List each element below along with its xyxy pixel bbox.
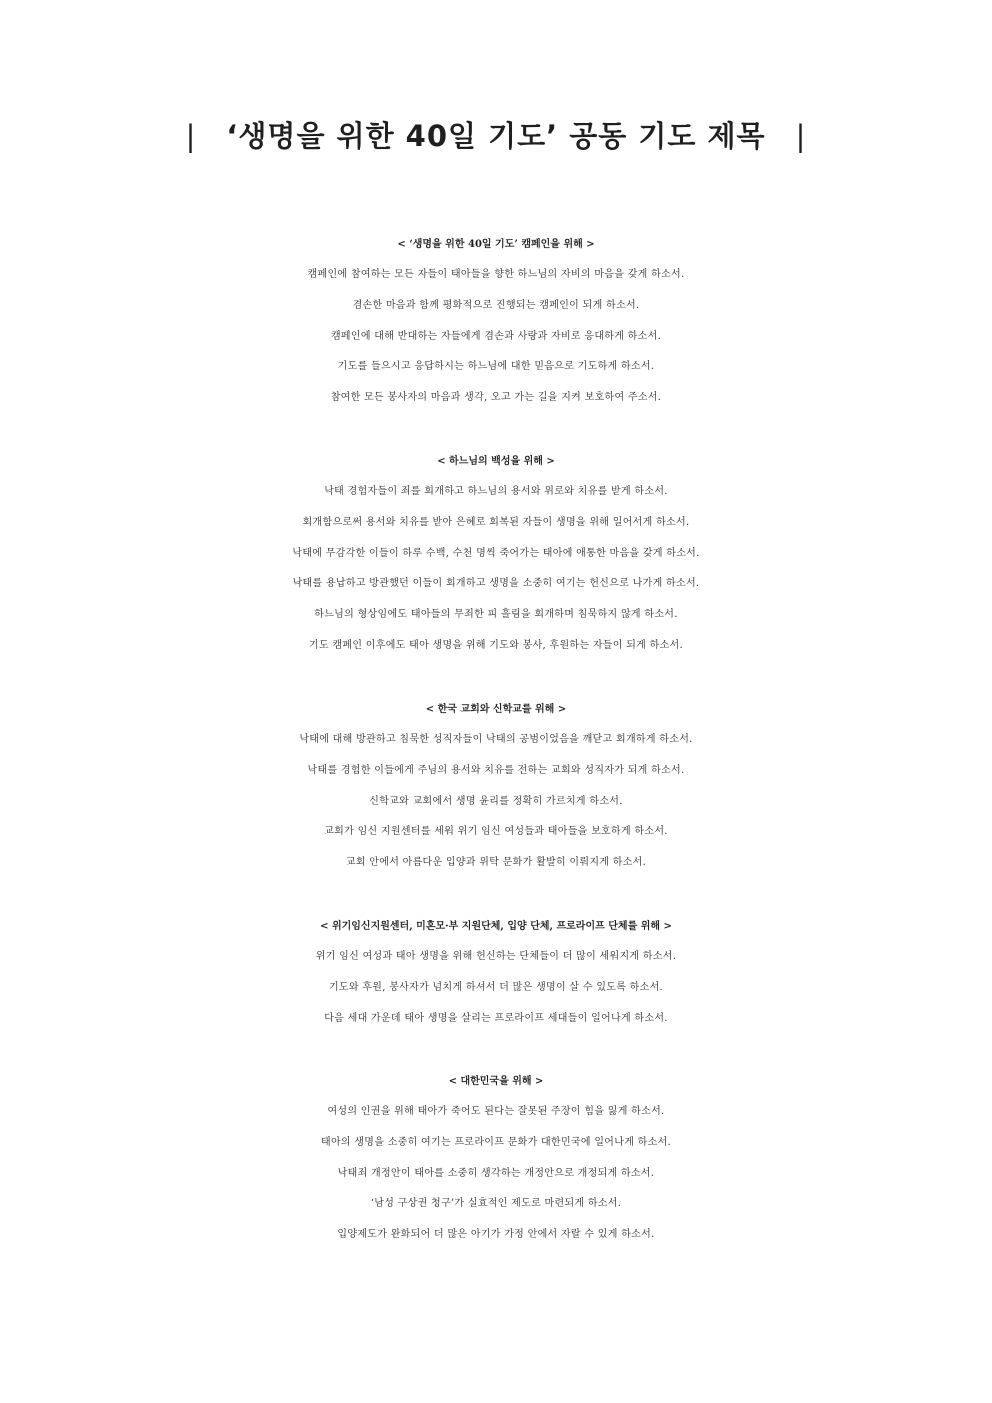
prayer-line: ‘남성 구상권 청구’가 실효적인 제도로 마련되게 하소서. [370,1198,622,1210]
prayer-section-people [0,446,992,662]
prayer-section-church [0,694,992,879]
prayer-line: 신학교와 교회에서 생명 윤리를 정확히 가르치게 하소서. [369,795,623,807]
section-heading: < 대한민국을 위해 > [448,1076,544,1087]
prayer-line: 회개함으로써 용서와 치유를 받아 은혜로 회복된 자들이 생명을 위해 일어서게 하소서. [302,516,690,528]
prayer-line: 낙태죄 개정안이 태아를 소중히 생각하는 개정안으로 개정되게 하소서. [337,1167,655,1179]
section-heading: < 한국 교회와 신학교를 위해 > [425,704,567,715]
title-left-bar: | [185,119,197,153]
prayer-line: 다음 세대 가운데 태아 생명을 살리는 프로라이프 세대들이 일어나게 하소서. [324,1012,668,1024]
prayer-line: 낙태에 대해 방관하고 침묵한 성직자들이 낙태의 공범이었음을 깨닫고 회개하게 하소서. [299,734,693,745]
prayer-line: 교회가 임신 지원센터를 세워 위기 임신 여성들과 태아들을 보호하게 하소서. [324,826,668,838]
prayer-line: 겸손한 마음과 함께 평화적으로 진행되는 캠페인이 되게 하소서. [352,299,640,311]
prayer-line: 기도 캠페인 이후에도 태아 생명을 위해 기도와 봉사, 후원하는 자들이 되게 하소서. [309,639,683,651]
prayer-line: 위기 임신 여성과 태아 생명을 위해 헌신하는 단체들이 더 많이 세워지게 하소서. [315,951,677,962]
title-right-bar: | [795,119,807,153]
prayer-section-korea [0,1066,992,1251]
prayer-line: 낙태 경험자들이 죄를 회개하고 하느님의 용서와 위로와 치유를 받게 하소서. [324,486,668,497]
prayer-section-organizations [0,911,992,1034]
prayer-line: 낙태를 경험한 이들에게 주님의 용서와 치유를 전하는 교회와 성직자가 되게 하소서. [307,764,685,776]
prayer-line: 낙태를 용납하고 방관했던 이들이 회개하고 생명을 소중히 여기는 헌신으로 나가게 하소서. [292,578,700,590]
section-heading: < 위기임신지원센터, 미혼모·부 지원단체, 입양 단체, 프로라이프 단체를 위해 > [320,921,672,932]
prayer-line: 캠페인에 참여하는 모든 자들이 태아들을 향한 하느님의 자비의 마음을 갖게 하소서. [307,269,685,280]
section-heading: < ‘생명을 위한 40일 기도’ 캠페인을 위해 > [397,239,595,250]
prayer-line: 교회 안에서 아름다운 입양과 위탁 문화가 활발히 이뤄지게 하소서. [345,857,647,869]
prayer-line: 기도와 후원, 봉사자가 넘치게 하셔서 더 많은 생명이 살 수 있도록 하소서. [328,981,664,993]
prayer-line: 여성의 인권을 위해 태아가 죽어도 된다는 잘못된 주장이 힘을 잃게 하소서. [327,1106,665,1117]
prayer-line: 하느님의 형상임에도 태아들의 무죄한 피 흘림을 회개하며 침묵하지 않게 하소서. [314,609,678,621]
prayer-line: 기도를 들으시고 응답하시는 하느님에 대한 믿음으로 기도하게 하소서. [337,361,655,373]
prayer-line: 캠페인에 대해 반대하는 자들에게 겸손과 사랑과 자비로 응대하게 하소서. [330,330,662,342]
prayer-line: 태아의 생명을 소중히 여기는 프로라이프 문화가 대한민국에 일어나게 하소서. [320,1136,672,1148]
section-heading: < 하느님의 백성을 위해 > [437,456,555,467]
prayer-line: 참여한 모든 봉사자의 마음과 생각, 오고 가는 길을 지켜 보호하여 주소서. [330,392,662,404]
title-text: ‘생명을 위한 40일 기도’ 공동 기도 제목 [226,119,766,153]
prayer-line: 입양제도가 완화되어 더 많은 아기가 가정 안에서 자랄 수 있게 하소서. [337,1229,655,1241]
prayer-line: 낙태에 무감각한 이들이 하루 수백, 수천 명씩 죽어가는 태아에 애통한 마음을 갖게 하소서. [292,547,700,559]
page-title [0,114,992,158]
prayer-section-campaign [0,229,992,414]
